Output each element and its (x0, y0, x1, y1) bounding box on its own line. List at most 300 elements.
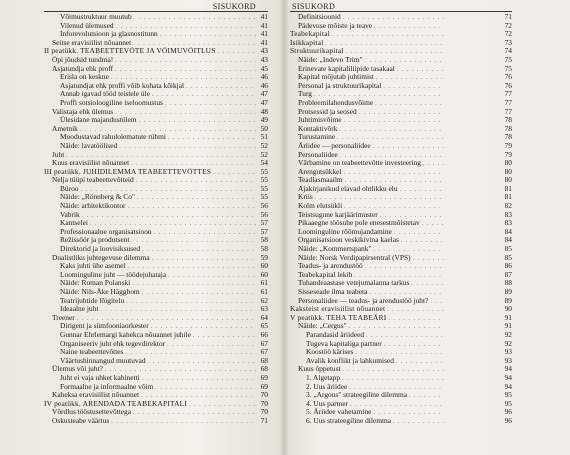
toc-entry-title: Gunnar Ehrlemargi kahekса nõuannet juhile (60, 330, 191, 339)
toc-leader-dots (142, 375, 256, 383)
toc-entry-title: Võimustruktuur muutub (60, 13, 132, 21)
toc-entry-page: 62 (260, 296, 268, 305)
toc-entry-page: 90 (504, 304, 512, 314)
right-page (284, 0, 570, 455)
toc-entry-title: Näide: „Cergus" (298, 321, 347, 331)
toc-entry-title: Annab igavad tööd teistele üle (60, 90, 150, 99)
toc-entry-page: 52 (260, 150, 268, 159)
toc-entry-page: 43 (260, 47, 268, 56)
toc-entry-title: Teadlasmaailm (298, 175, 343, 185)
toc-leader-dots (80, 186, 256, 194)
toc-entry-page: 88 (504, 278, 512, 288)
toc-entry-title: Väärtushinnangud muutuvad (60, 356, 146, 365)
toc-leader-dots (133, 40, 256, 48)
toc-entry-title: Näide: arhitektikontor (60, 202, 126, 211)
toc-entry-page: 66 (260, 330, 268, 339)
toc-entry-title: Tuhandeaastase vetejumalanna tarkus (298, 278, 410, 288)
toc-entry (44, 365, 268, 374)
toc-entry-title: Valistaja ehk ülemus (52, 107, 114, 116)
toc-entry-page: 61 (260, 288, 268, 296)
toc-leader-dots (152, 91, 256, 99)
toc-entry-title: Personal ja struktuurikapital (298, 80, 382, 90)
toc-leader-dots (423, 160, 444, 169)
toc-leader-dots (396, 358, 444, 367)
toc-entry-title: Näide: „Rönnberg & Co" (60, 193, 135, 202)
toc-entry-page: 94 (504, 381, 512, 391)
toc-entry (44, 262, 268, 271)
toc-leader-dots (401, 237, 444, 246)
toc-entry-page: 73 (504, 37, 512, 47)
toc-entry-page: 52 (260, 141, 268, 150)
toc-entry (44, 305, 268, 314)
toc-leader-dots (168, 134, 256, 142)
toc-entry-title: Formaalne ja informaalne võim (60, 382, 154, 391)
toc-entry-title: Ideaalne juht (60, 305, 99, 314)
toc-entry-page: 89 (504, 295, 512, 305)
toc-entry-page: 65 (260, 322, 268, 331)
toc-entry (44, 219, 268, 228)
toc-entry-page: 86 (504, 261, 512, 271)
toc-entry-title: II peatükk. TEABEETTEVÕTE JA VÕIMUVÕITLUS (44, 47, 216, 56)
toc-leader-dots (115, 66, 256, 74)
toc-entry (44, 116, 268, 125)
toc-leader-dots (160, 31, 256, 39)
toc-entry (44, 30, 268, 39)
toc-leader-dots (387, 306, 444, 315)
toc-entry-title: Näide: „Indevo Trim" (298, 54, 363, 64)
toc-leader-dots (126, 298, 256, 306)
book-gutter (279, 0, 289, 455)
toc-entry-page: 96 (504, 415, 512, 425)
toc-leader-dots (148, 358, 256, 366)
toc-entry-title: Büroo (60, 184, 79, 193)
toc-entry (44, 65, 268, 74)
toc-leader-dots (375, 100, 444, 109)
toc-leader-dots (132, 280, 256, 288)
toc-entry-title: Definitsioonid (298, 12, 341, 21)
toc-entry (44, 400, 268, 409)
toc-entry (44, 245, 268, 254)
toc-entry-title: Näide: Nils-Åke Häggbom (60, 288, 140, 296)
toc-entry-title: Seitse eravisiilist nõuannet (52, 38, 132, 47)
toc-leader-dots (189, 401, 256, 409)
toc-leader-dots (111, 418, 256, 426)
toc-entry-page: 51 (260, 133, 268, 142)
toc-entry (290, 30, 512, 39)
toc-entry-title: 3. „Argous" strateegiline dilemma (306, 390, 407, 400)
toc-entry-title: Näide: „Kommertspank" (298, 244, 372, 254)
toc-entry-page: 81 (504, 183, 512, 193)
toc-entry (44, 168, 268, 177)
toc-entry-title: Kantselei (60, 219, 88, 228)
toc-entry-title: 2. Uus äriidee (306, 381, 348, 391)
toc-entry-page: 95 (504, 390, 512, 400)
toc-entry-page: 63 (260, 305, 268, 314)
toc-leader-dots (359, 109, 444, 118)
toc-entry (44, 125, 268, 134)
toc-entry (44, 383, 268, 392)
toc-entry-page: 60 (260, 270, 268, 279)
toc-entry-title: Loominguline rõõmujandamine (298, 226, 392, 236)
toc-entry-page: 47 (260, 90, 268, 99)
left-page (0, 0, 284, 455)
toc-entry-title: Näide: Norsk Verdipapirsentral (VPS) (298, 252, 411, 262)
toc-entry-page: 58 (260, 245, 268, 254)
toc-entry-title: Turustamine (298, 132, 336, 142)
toc-entry-title: Proffi sotsioloogiline iseloomustus (60, 98, 163, 107)
toc-entry-page: 74 (504, 46, 512, 56)
toc-entry-page: 78 (504, 132, 512, 142)
toc-entry (44, 297, 268, 306)
toc-entry-page: 41 (260, 38, 268, 47)
toc-entry-title: Kapital mõjutab juhtimist (298, 72, 374, 82)
toc-entry-page: 56 (260, 202, 268, 211)
toc-entry-title: Ametnik (52, 124, 78, 133)
toc-leader-dots (131, 160, 256, 168)
toc-entry (44, 331, 268, 340)
toc-entry-page: 77 (504, 89, 512, 99)
toc-entry-page: 47 (260, 98, 268, 107)
toc-entry-page: 72 (504, 29, 512, 39)
toc-entry-page: 91 (504, 321, 512, 331)
toc-entry-page: 61 (260, 279, 268, 288)
toc-entry (290, 417, 512, 426)
toc-entry (44, 340, 268, 349)
toc-entry-page: 59 (260, 253, 268, 262)
toc-entry-page: 77 (504, 97, 512, 107)
toc-entry-page: 93 (504, 355, 512, 365)
toc-entry-page: 54 (260, 159, 268, 168)
toc-entry-page: 78 (504, 115, 512, 125)
toc-entry-page: 71 (260, 416, 268, 425)
toc-entry-page: 80 (504, 158, 512, 168)
toc-entry-title: 4. Uus partner (306, 398, 349, 408)
toc-entry (44, 133, 268, 142)
toc-entry-title: Inforevolutsioon ja glasnostitunn (60, 30, 158, 39)
toc-entry-title: Erisla on keskne (60, 73, 109, 82)
right-toc-list (290, 13, 512, 426)
toc-entry-page: 76 (504, 72, 512, 82)
toc-leader-dots (127, 203, 256, 211)
toc-entry-page: 49 (260, 116, 268, 125)
toc-entry-page: 71 (504, 12, 512, 21)
toc-entry-title: Organisatsioon veskikivina kaelas (298, 235, 399, 245)
toc-entry-page: 77 (504, 106, 512, 116)
toc-leader-dots (342, 375, 444, 384)
toc-entry-title: Teadus- ja arendustöö (298, 261, 363, 271)
toc-leader-dots (105, 366, 256, 374)
toc-entry-title: Pikaaegne töösuhe pole enesestmõistetav (298, 218, 420, 228)
left-header-rule (44, 11, 268, 12)
toc-entry-title: Direktorid ja loovisiksused (60, 245, 141, 254)
toc-leader-dots (409, 392, 444, 401)
toc-entry-title: Kaks juhti ühe asemel (60, 262, 126, 271)
toc-entry-page: 92 (504, 329, 512, 339)
toc-entry-page: 56 (260, 210, 268, 219)
toc-entry (290, 82, 512, 91)
toc-entry-title: Kriis (298, 192, 313, 202)
toc-entry-page: 91 (504, 312, 512, 322)
toc-entry-page: 92 (504, 338, 512, 348)
toc-entry-title: Näide: lavatöölised (60, 141, 118, 150)
toc-leader-dots (133, 409, 256, 417)
toc-entry-title: Probleemilahendusvõime (298, 97, 374, 107)
toc-entry (44, 47, 268, 56)
toc-leader-dots (376, 74, 444, 83)
toc-entry (44, 236, 268, 245)
toc-entry (44, 151, 268, 160)
toc-entry-title: Kuus eravisiilist nõuannet (52, 159, 130, 168)
toc-entry-page: 64 (260, 313, 268, 322)
toc-entry-title: Professionaalne organisatsioon (60, 227, 152, 236)
toc-entry-page: 80 (504, 175, 512, 185)
toc-entry-title: Teabekapital (290, 29, 331, 39)
toc-entry-page: 94 (504, 372, 512, 382)
toc-entry-page: 70 (260, 399, 268, 408)
toc-leader-dots (77, 315, 256, 323)
toc-entry-title: Äriidee — personaliidee (298, 140, 371, 150)
toc-entry-page: 78 (504, 123, 512, 133)
toc-leader-dots (413, 255, 444, 264)
toc-entry-title: Juht ei vaja uhket kabinetti (60, 373, 140, 382)
toc-leader-dots (344, 169, 444, 178)
toc-entry-title: 6. Uus strateegiline dilemma (306, 415, 391, 425)
toc-entry-title: Kaksteist eravisiilist nõuannet (290, 304, 386, 314)
toc-entry-title: Vilenud ülemused (60, 21, 114, 30)
toc-entry-page: 75 (504, 54, 512, 64)
toc-entry-page: 55 (260, 193, 268, 202)
toc-entry-title: Treener (52, 313, 75, 322)
toc-entry-page: 72 (504, 20, 512, 30)
toc-entry-title: Pädevuse mõiste ja teave (298, 20, 373, 30)
toc-entry (44, 348, 268, 357)
toc-entry-title: V peatükk. TEHA TEABEÄRI (290, 312, 387, 322)
toc-entry (44, 176, 268, 185)
toc-entry-title: Asjatundjat ehk proffi võib kohata kõikjal (60, 81, 185, 90)
toc-entry-title: Personaliidee (298, 149, 338, 159)
toc-entry (44, 228, 268, 237)
toc-entry-page: 48 (260, 107, 268, 116)
toc-leader-dots (136, 177, 256, 185)
toc-leader-dots (66, 152, 256, 160)
toc-entry-title: 5. Äriidee vahetamine (306, 407, 372, 417)
toc-entry (44, 90, 268, 99)
toc-entry-page: 83 (504, 209, 512, 219)
toc-leader-dots (116, 23, 256, 31)
toc-entry-page: 55 (260, 167, 268, 176)
toc-entry-page: 70 (260, 391, 268, 400)
toc-entry-page: 55 (260, 176, 268, 185)
left-page-header: SISUKORD (212, 2, 256, 11)
toc-leader-dots (343, 366, 445, 375)
toc-leader-dots (422, 220, 444, 229)
toc-leader-dots (127, 263, 256, 271)
toc-leader-dots (383, 83, 444, 92)
toc-entry-page: 57 (260, 227, 268, 236)
toc-entry-title: Erinevate kapitaliliipide tasakaal (298, 63, 395, 73)
toc-entry-title: Näide: Roman Polanski (60, 279, 131, 288)
toc-entry-page: 93 (504, 347, 512, 357)
toc-entry-title: Avalik konflikt ja lahkumised (306, 355, 394, 365)
toc-entry (44, 408, 268, 417)
toc-entry-title: Juht (52, 150, 65, 159)
toc-entry-page: 41 (260, 21, 268, 30)
toc-leader-dots (384, 341, 444, 350)
toc-leader-dots (82, 212, 256, 220)
toc-entry-page: 46 (260, 81, 268, 90)
toc-leader-dots (168, 272, 256, 280)
toc-leader-dots (119, 143, 256, 151)
toc-entry-title: Moodustavad rahulolematute rühmi (60, 133, 166, 142)
toc-entry-title: Režissöör ja produtsent (60, 236, 130, 245)
toc-entry-page: 96 (504, 407, 512, 417)
toc-leader-dots (388, 315, 444, 324)
toc-leader-dots (193, 332, 256, 340)
toc-entry-page: 94 (504, 364, 512, 374)
toc-entry-title: Teatrijuhtide lõigitelu (60, 296, 125, 305)
toc-entry-title: 1. Algetapp (306, 372, 341, 382)
toc-entry-page: 46 (260, 73, 268, 82)
toc-leader-dots (125, 349, 256, 357)
toc-entry (44, 159, 268, 168)
toc-entry-title: Ülesidane majandustülem (60, 116, 137, 125)
toc-entry (44, 193, 268, 202)
toc-leader-dots (430, 298, 444, 307)
toc-leader-dots (139, 117, 256, 125)
toc-leader-dots (90, 220, 256, 228)
toc-entry (290, 185, 512, 194)
toc-entry-title: Dualistliku juhtegevuse dilemma (52, 253, 150, 262)
toc-entry-title: Turg (298, 89, 312, 99)
toc-entry-page: 89 (504, 287, 512, 296)
toc-leader-dots (397, 66, 444, 75)
toc-entry-page: 84 (504, 226, 512, 236)
right-page-header: SISUKORD (292, 2, 336, 11)
toc-entry (44, 322, 268, 331)
toc-entry-page: 55 (260, 184, 268, 193)
toc-leader-dots (365, 263, 444, 272)
toc-entry-title: Kaheksa eravisiilist nõuannet (52, 391, 140, 400)
toc-entry-page: 68 (260, 356, 268, 365)
toc-entry-title: Kuus õppetust (298, 364, 341, 374)
toc-entry (44, 202, 268, 211)
toc-leader-dots (374, 23, 444, 32)
toc-entry-page: 85 (504, 252, 512, 262)
toc-entry-title: Organiseeriv juht ehk tegevdirektor (60, 339, 166, 348)
toc-entry-title: III peatükk. JUHIDILEMMA TEABEETTEVÕTTES (44, 167, 212, 176)
toc-entry-title: Loominguline juht — töödejuhataja (60, 270, 167, 279)
toc-leader-dots (165, 100, 256, 108)
toc-entry (44, 391, 268, 400)
toc-entry (44, 108, 268, 117)
toc-entry-title: Sisseseade ilma teabeta (298, 287, 368, 296)
toc-entry-title: Struktuurikapital (290, 46, 344, 56)
toc-entry-title: Kontaktivõrk (298, 123, 338, 133)
toc-entry (44, 99, 268, 108)
toc-entry-title: Juhtimisvõime (298, 115, 342, 125)
toc-leader-dots (373, 143, 444, 152)
toc-entry-title: Asjatundja ehk proff (52, 64, 114, 73)
toc-entry (44, 13, 268, 22)
toc-entry-page: 84 (504, 235, 512, 245)
toc-entry-title: IV peatükk. ARENDADA TEABEKAPITALI (44, 399, 188, 408)
toc-entry-page: 82 (504, 201, 512, 211)
toc-leader-dots (332, 31, 444, 40)
toc-entry (44, 288, 268, 297)
toc-entry (44, 56, 268, 65)
toc-entry-page: 75 (504, 63, 512, 73)
toc-entry-title: Naine teabeettevõttes (60, 348, 124, 357)
toc-entry (44, 82, 268, 91)
toc-entry (44, 357, 268, 366)
toc-leader-dots (100, 306, 256, 314)
toc-entry-page: 70 (260, 408, 268, 417)
toc-entry (44, 314, 268, 323)
toc-leader-dots (131, 237, 256, 245)
toc-entry-title: Personaliidee — teadus- ja arendustöö juht? (298, 295, 429, 305)
toc-entry-page: 95 (504, 398, 512, 408)
toc-leader-dots (344, 117, 444, 126)
toc-entry-page: 83 (504, 218, 512, 228)
toc-entry (44, 271, 268, 280)
toc-entry-page: 43 (260, 55, 268, 64)
toc-entry-page: 41 (260, 30, 268, 39)
toc-entry-title: Õpi jõudsid tundma! (52, 55, 114, 64)
toc-entry-title: Vārbamine on teabeettevõtte investeering (298, 158, 421, 168)
toc-leader-dots (167, 341, 256, 349)
toc-entry (44, 22, 268, 31)
toc-leader-dots (141, 392, 256, 400)
toc-entry-title: Tugeva kapitaliga partner (306, 338, 382, 348)
toc-entry-title: Isikkapital (290, 37, 324, 47)
toc-entry-page: 58 (260, 236, 268, 245)
toc-entry-page: 69 (260, 382, 268, 391)
toc-leader-dots (213, 169, 256, 177)
toc-leader-dots (142, 289, 256, 297)
toc-leader-dots (80, 126, 256, 134)
toc-entry-title: Ülemus või juht? (52, 365, 103, 374)
toc-entry (44, 39, 268, 48)
toc-entry-title: Arengutsükkel (298, 166, 342, 176)
toc-entry-title: Koostöö kärises (306, 347, 354, 357)
toc-entry (44, 211, 268, 220)
toc-entry (44, 279, 268, 288)
toc-leader-dots (186, 83, 256, 91)
toc-entry-page: 67 (260, 348, 268, 357)
toc-leader-dots (151, 323, 256, 331)
toc-entry-title: Teistsugune karjäärimuster (298, 209, 378, 219)
toc-entry-title: Parandasid äriideed (306, 329, 365, 339)
toc-leader-dots (155, 384, 256, 392)
toc-leader-dots (411, 280, 444, 289)
toc-leader-dots (115, 109, 256, 117)
toc-leader-dots (111, 74, 256, 82)
toc-entry-title: Võrdlus tööstusettevõttega (52, 408, 132, 417)
toc-entry-page: 57 (260, 219, 268, 228)
toc-entry (44, 73, 268, 82)
toc-entry-title: Vabrik (60, 210, 80, 219)
toc-entry-page: 79 (504, 140, 512, 150)
toc-leader-dots (137, 194, 256, 202)
toc-leader-dots (400, 186, 444, 195)
toc-entry (44, 185, 268, 194)
toc-leader-dots (152, 255, 256, 263)
left-toc-list (44, 13, 268, 426)
toc-entry-page: 41 (260, 13, 268, 21)
toc-leader-dots (394, 229, 444, 238)
toc-leader-dots (142, 246, 256, 254)
toc-entry-title: Nelja tüüpi teabeettevõtteid (52, 176, 134, 185)
